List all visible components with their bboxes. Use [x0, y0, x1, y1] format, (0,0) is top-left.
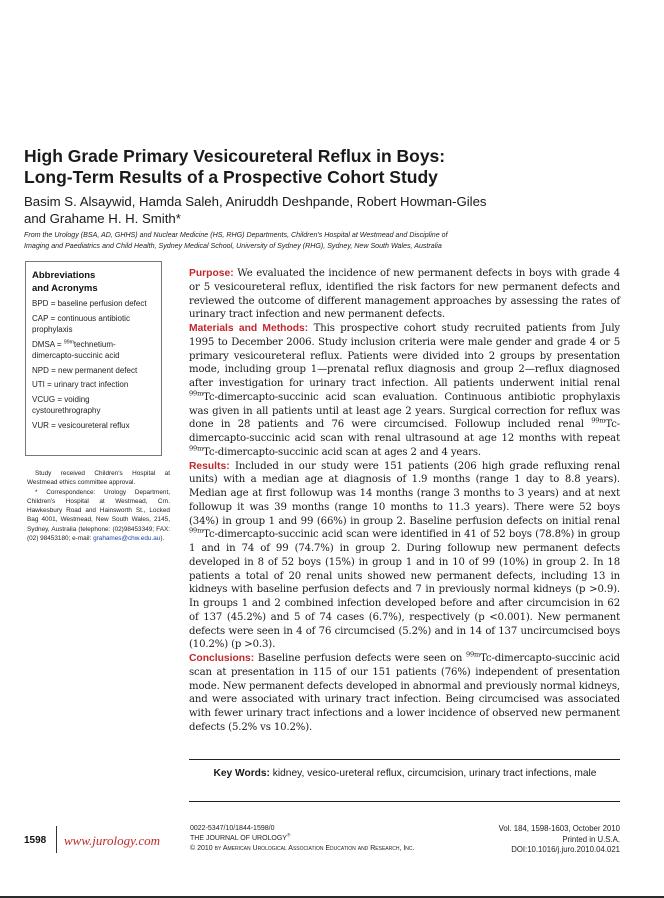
journal-name-text: THE JOURNAL OF UROLOGY	[190, 835, 287, 842]
registered-mark: ®	[286, 832, 291, 838]
abstract-purpose	[189, 267, 620, 322]
ethics-note: Study received Children's Hospital at Westmead ethics committee approval.	[27, 470, 170, 487]
article-title	[24, 146, 624, 188]
correspondence-closing: ).	[160, 535, 165, 543]
methods-label: Materials and Methods:	[189, 323, 309, 334]
abbreviation-definition: technetium-dimercapto-succinic acid	[32, 339, 120, 360]
abbreviation-item	[32, 298, 151, 310]
abbreviation-item	[32, 379, 151, 391]
methods-text: This prospective cohort study recruited patients from July 1995 to December 2006. Study inclusion criteria were male gender and grade 4 or 5 primary vesicoureteral reflux. Patients were divided into 2 groups by presentation mode, including group 1—prenatal reflux diagnosis and group 2—reflux diagnosed after investigation for urinary tract infection. All patients underwent initial renal	[189, 323, 620, 389]
results-text: Tc-dimercapto-succinic acid scan were identified in 41 of 52 boys (78.8%) in group 1 and in 74 of 99 (74.7%) in group 2. During followup new permanent defects developed in 8 of 52 boys (15%) in group 1 and in 10 of 99 (10%) in group 2. In 18 patients a total of 20 renal units showed new permanent defects, including 13 in kidneys with baseline perfusion defects and 7 in previously normal kidneys (p >0.9). In groups 1 and 2 combined infection developed before and after circumcision in 62 of 137 (45.2%) and 5 of 74 cases (6.7%), respectively (p <0.001). New permanent defects were seen in 4 of 76 circumcised (5.2%) and in 14 of 137 uncircumcised boys (10.2%) (p >0.3).	[189, 529, 620, 651]
keywords-bottom-rule	[189, 801, 620, 802]
abbreviation-term: UTI	[32, 380, 45, 389]
abbreviation-term: NPD	[32, 365, 49, 375]
methods-text: Tc-dimercapto-succinic acid scan with renal ultrasound at age 12 months with repeat	[189, 419, 620, 444]
affiliation-line-2: Imaging and Paediatrics and Child Health, Sydney Medical School, University of Sydney (RHG), Sydney, New South Wales, Australia	[24, 241, 442, 250]
methods-text: Tc-dimercapto-succinic acid scan evaluation. Continuous antibiotic prophylaxis was given in all patients until at least age 2 years. Surgical correction for reflux was done in 28 patients and 76 were circumcised. Followup included renal	[189, 391, 620, 431]
keywords-top-rule	[189, 759, 620, 760]
abbreviation-definition: new permanent defect	[58, 365, 138, 375]
article-code: 0022-5347/10/1844-1598/0	[190, 825, 275, 832]
affiliation-line-1: From the Urology (BSA, AD, GHHS) and Nuclear Medicine (HS, RHG) Departments, Children's Hospital at Westmead and Discipline of	[24, 231, 448, 239]
keywords	[200, 767, 610, 781]
citation-info	[499, 824, 620, 856]
abbreviation-definition: voiding cystourethrography	[32, 394, 101, 415]
conclusions-text: Tc-dimercapto-succinic acid scan at presentation in 115 of our 151 patients (76%) independent of presentation mode. New permanent defects developed in abnormal and previously normal kidneys, and were associated with urinary tract infection. Being circumcised was associated with fewer urinary tract infections and a lower incidence of observed new permanent defects (5.2% vs 10.2%).	[189, 653, 620, 733]
abstract-conclusions	[189, 652, 620, 735]
authors-line-2: and Grahame H. H. Smith*	[24, 211, 181, 226]
isotope-superscript: 99m	[591, 416, 606, 425]
page-number: 1598	[24, 835, 47, 846]
isotope-superscript: 99m	[63, 338, 74, 345]
abbreviation-term: VCUG	[32, 394, 56, 404]
footnotes	[27, 469, 170, 543]
equals-sign: =	[57, 394, 63, 404]
abbreviation-term: CAP	[32, 313, 49, 323]
journal-url-link[interactable]: www.jurology.com	[64, 833, 161, 848]
abbreviation-definition: continuous antibiotic prophylaxis	[32, 313, 130, 334]
title-line-1: High Grade Primary Vesicoureteral Reflux in Boys:	[24, 146, 446, 166]
correspondence-note	[27, 488, 170, 544]
equals-sign: =	[51, 365, 56, 375]
keywords-text: kidney, vesico-ureteral reflux, circumcision, urinary tract infections, male	[269, 768, 597, 779]
isotope-superscript: 99m	[189, 389, 204, 398]
abstract	[189, 267, 620, 735]
keywords-label: Key Words:	[213, 768, 270, 779]
footer-divider	[56, 826, 57, 853]
volume-info: Vol. 184, 1598-1603, October 2010	[498, 824, 620, 833]
isotope-superscript: 99m	[189, 526, 204, 535]
abbreviation-term: DMSA	[32, 339, 55, 349]
equals-sign: =	[50, 299, 56, 308]
journal-name	[190, 834, 414, 844]
correspondence-text: * Correspondence: Urology Department, Children's Hospital at Westmead, Crn. Hawkesbury Road and Hainsworth St., Locked Bag 4001, Westmead, New South Wales, 2145, Sydney, Australia (telephone: (02)98453349; FAX: (02) 98453180; e-mail:	[27, 488, 170, 543]
equals-sign: =	[51, 420, 56, 430]
title-line-2: Long-Term Results of a Prospective Cohort Study	[24, 167, 438, 187]
publication-info	[190, 824, 414, 854]
printed-info: Printed in U.S.A.	[562, 834, 620, 844]
abbreviation-item	[32, 420, 151, 432]
abbreviation-term: BPD	[32, 299, 49, 308]
methods-text: Tc-dimercapto-succinic acid scan at ages 2 and 4 years.	[203, 446, 481, 458]
conclusions-label: Conclusions:	[189, 653, 255, 664]
conclusions-text: Baseline perfusion defects were seen on	[254, 653, 466, 664]
abbreviations-heading	[32, 270, 151, 295]
abbreviation-item	[32, 365, 151, 377]
copyright: © 2010 by American Urological Association Education and Research, Inc.	[190, 845, 415, 852]
abbreviation-definition: baseline perfusion defect	[57, 299, 147, 308]
author-list	[24, 193, 584, 227]
abbreviations-box	[25, 261, 162, 456]
abbreviation-term: VUR	[32, 420, 49, 430]
equals-sign: =	[47, 380, 52, 389]
email-link[interactable]: grahames@chw.edu.au	[93, 535, 161, 543]
abstract-methods	[189, 322, 620, 460]
authors-line-1: Basim S. Alsaywid, Hamda Saleh, Aniruddh Deshpande, Robert Howman-Giles	[24, 194, 487, 209]
results-text: Included in our study were 151 patients (206 high grade refluxing renal units) with a median age at diagnosis of 1.9 months (range 1 day to 8.8 years). Median age at first followup was 14 months (range 3 months to 3 years) and at next followup it was 39 months (range 10 months to 11.3 years). There were 52 boys (34%) in group 1 and 99 (66%) in group 2. Baseline perfusion defects on initial renal	[189, 460, 620, 527]
abbreviation-item	[32, 313, 151, 336]
results-label: Results:	[189, 460, 230, 472]
equals-sign: =	[50, 313, 56, 323]
abbreviation-item	[32, 394, 151, 417]
abbreviations-heading-line-1: Abbreviations	[32, 270, 96, 281]
abbreviation-definition: vesicoureteral reflux	[58, 420, 130, 430]
purpose-text: We evaluated the incidence of new permanent defects in boys with grade 4 or 5 vesicoureteral reflux, identified the risk factors for new permanent defects and reviewed the outcome of different management approaches by assessing the rates of urinary tract infection and new permanent defects.	[189, 268, 620, 321]
abstract-results	[189, 460, 620, 653]
isotope-superscript: 99m	[189, 444, 204, 453]
abbreviations-heading-line-2: and Acronyms	[32, 282, 98, 294]
doi[interactable]: DOI:10.1016/j.juro.2010.04.021	[511, 845, 620, 854]
equals-sign: =	[56, 339, 62, 349]
isotope-superscript: 99m	[465, 650, 481, 659]
affiliation	[24, 230, 524, 251]
purpose-label: Purpose:	[189, 268, 234, 279]
abbreviation-item	[32, 339, 151, 362]
abbreviation-definition: urinary tract infection	[54, 380, 129, 389]
